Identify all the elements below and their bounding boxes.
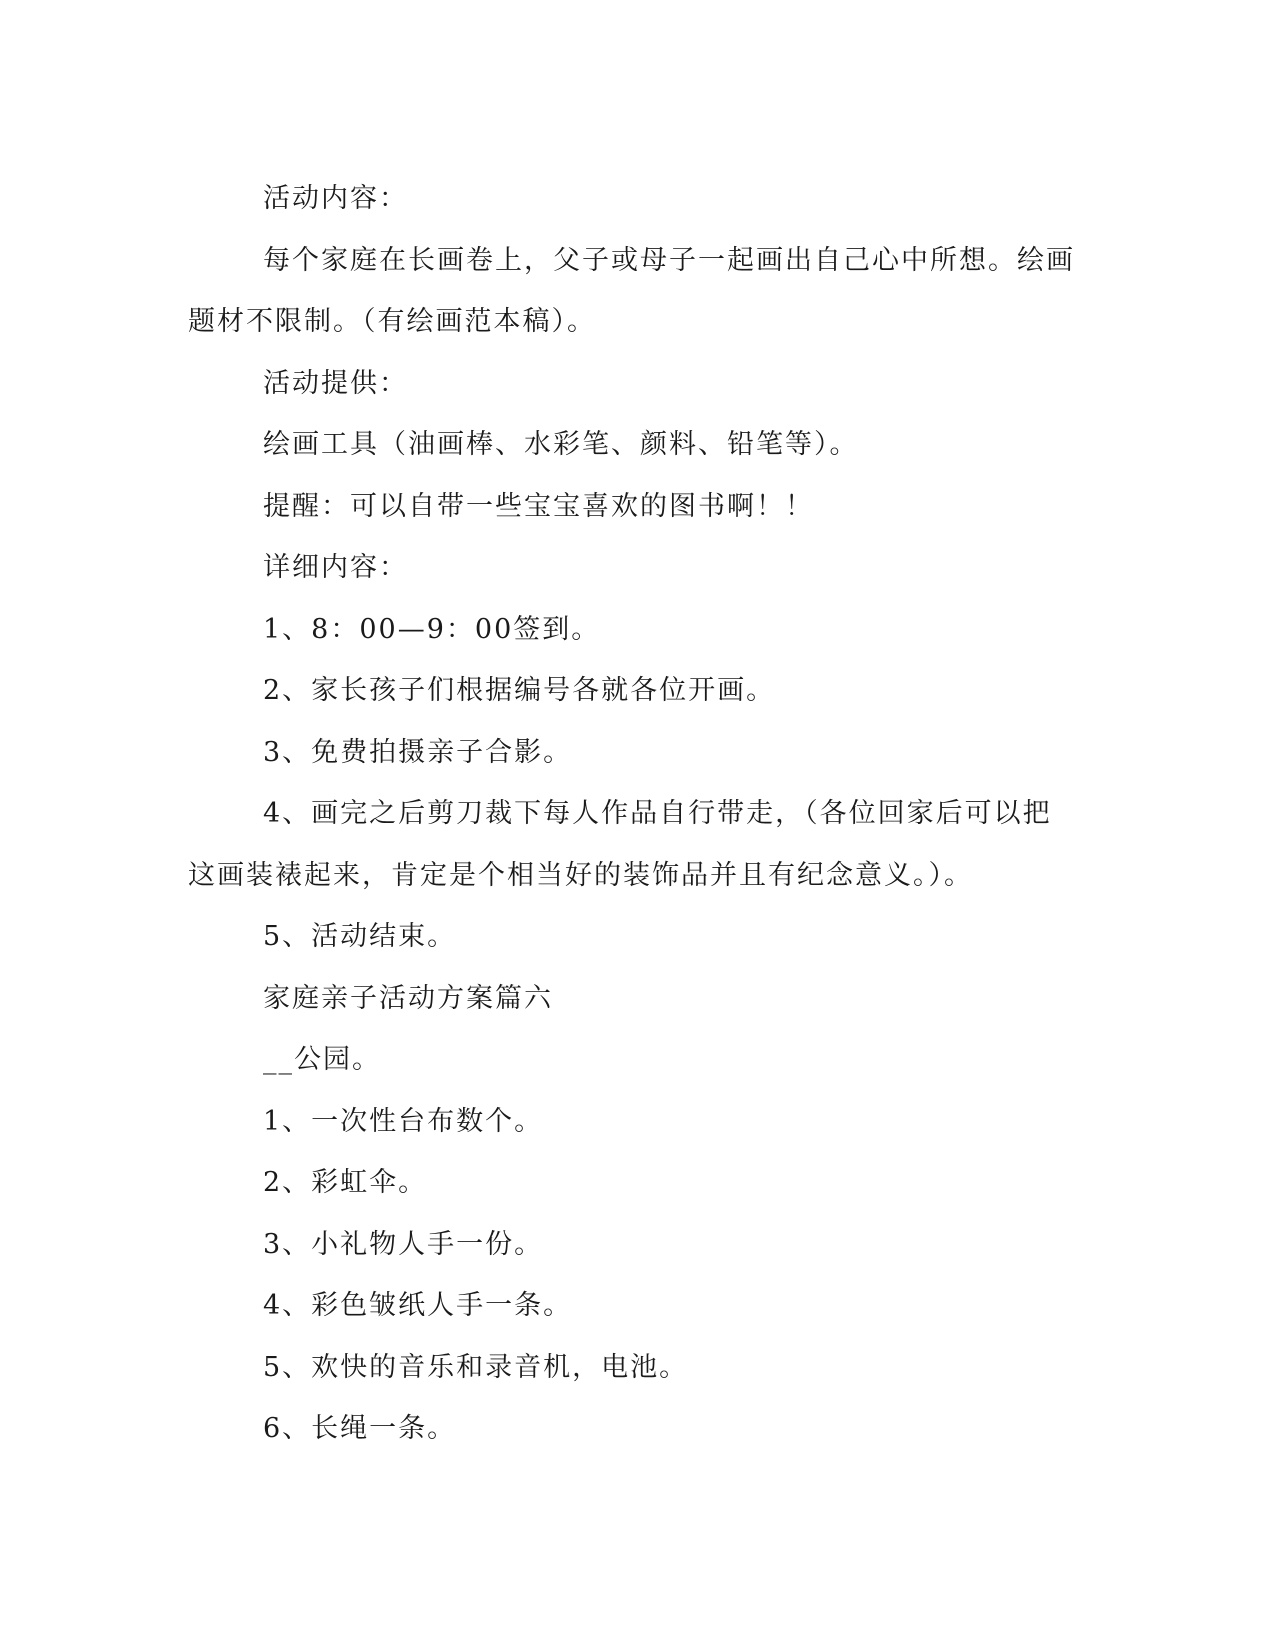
section-title-plan-six: 家庭亲子活动方案篇六 (263, 982, 553, 1014)
document-body (188, 168, 1078, 1460)
paragraph-activity-description: 每个家庭在长画卷上，父子或母子一起画出自己心中所想。绘画题材不限制。（有绘画范本稿）。 (188, 244, 1075, 337)
list-item-end: 5、活动结束。 (263, 921, 457, 952)
list-item-music: 5、欢快的音乐和录音机，电池。 (263, 1351, 689, 1383)
list-item-signin: 1、8：00—9：00签到。 (263, 613, 601, 645)
list-item-photo: 3、免费拍摄亲子合影。 (263, 736, 573, 768)
paragraph-drawing-tools: 绘画工具（油画棒、水彩笔、颜料、铅笔等）。 (263, 429, 859, 460)
paragraph-reminder: 提醒：可以自带一些宝宝喜欢的图书啊！！ (263, 490, 814, 522)
list-item-crepe-paper: 4、彩色皱纸人手一条。 (263, 1290, 573, 1321)
heading-activity-provided: 活动提供： (263, 367, 408, 399)
list-item-rainbow-umbrella: 2、彩虹伞。 (263, 1167, 428, 1198)
list-item-take-artwork: 4、画完之后剪刀裁下每人作品自行带走，（各位回家后可以把这画装裱起来，肯定是个相当好的装饰品并且有纪念意义。）。 (188, 798, 1052, 891)
list-item-start-drawing: 2、家长孩子们根据编号各就各位开画。 (263, 675, 776, 706)
list-item-tablecloth: 1、一次性台布数个。 (263, 1105, 544, 1137)
heading-activity-content: 活动内容： (263, 183, 408, 214)
list-item-rope: 6、长绳一条。 (263, 1413, 457, 1444)
list-item-gifts: 3、小礼物人手一份。 (263, 1228, 544, 1260)
paragraph-location: __公园。 (263, 1044, 381, 1075)
heading-details: 详细内容： (263, 552, 408, 583)
